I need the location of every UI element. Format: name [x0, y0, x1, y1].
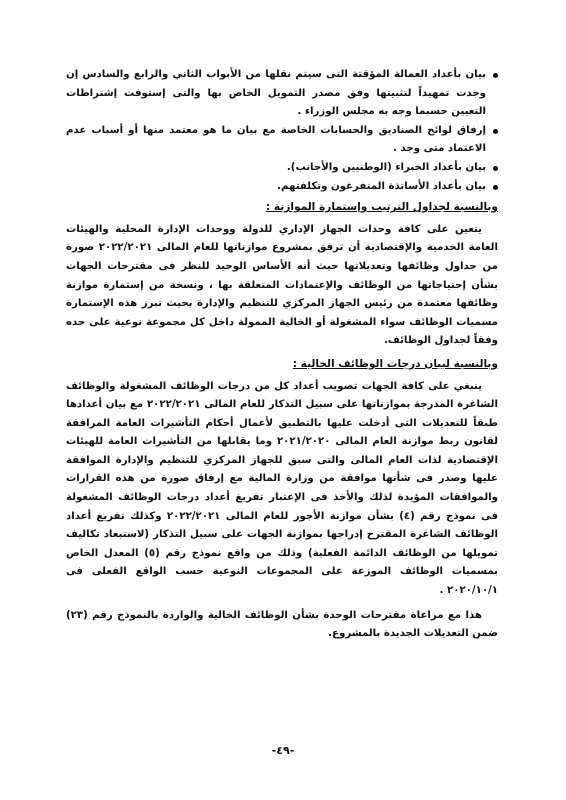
bullet-dot-icon [493, 73, 498, 78]
bullet-dot-icon [493, 166, 498, 171]
list-item [66, 122, 486, 159]
list-item [66, 66, 486, 122]
requirements-list [66, 66, 498, 196]
list-item-text: بيان بأعداد الخبراء (الوطنيين والأجانب). [286, 161, 486, 173]
page-number: -٤٩- [271, 744, 295, 757]
section-heading-vacant-positions: وبالنسبة لبيان درجات الوظائف الخالية : [292, 357, 498, 370]
document-body [66, 66, 498, 648]
list-item-text: إرفاق لوائح الصناديق والحسابات الخاصة مع بيان ما هو معتمد منها أو أسباب عدم الاعتماد متى وجد . [66, 124, 486, 155]
bullet-dot-icon [493, 129, 498, 134]
list-item-text: بيان بأعداد الأساتذة المتفرغون وتكلفتهم. [277, 180, 486, 192]
list-item [66, 159, 486, 178]
section-heading-ranking-tables: وبالنسبة لجداول الترتيب وإستمارة الموازنة : [265, 201, 498, 214]
closing-paragraph: هذا مع مراعاة مقترحات الوحدة بشأن الوظائف الخالية والواردة بالنموذج رقم (٢٣) ضمن التعديلات الجديدة بالمشروع. [66, 609, 498, 640]
paragraph-vacant-positions: ينبغي على كافة الجهات تصويب أعداد كل من درجات الوظائف المشغولة والوظائف الشاغرة المدرجة بموازناتها على سبيل التذكار للعام المالى ٢٠٢٢/٢٠٢١ مع بيان أعدادها طبقاً للتعديلات التى أدخلت عليها بالتطبيق لأعمال أحكام التأشيرات العامة المرافقة لقانون ربط موازنة العام المالى ٢٠٢١/٢٠٢٠ وما يقابلها من التأشيرات العامة للهيئات الإقتصادية لذات العام المالى والتى سبق للجهاز المركزي للتنظيم والإدارة الموافقة عليها وصدر فى شأنها موافقة من وزارة المالية مع إرفاق صورة من هذه القرارات والموافقات المؤيدة لذلك والأخذ فى الإعتبار تفريغ أعداد درجات الوظائف المشغولة فى نموذج رقم (٤) بشأن موازنة الأجور للعام المالى ٢٠٢٢/٢٠٢١ وكذلك تفريغ أعداد الوظائف الشاغرة المقترح إدراجها بموازنة الجهات على سبيل التذكار (لاستبعاد تكاليف تمويلها من الوظائف الدائمة الفعلية) وذلك من واقع نموذج رقم (٥) المعدل الخاص بمسميات الوظائف الموزعة على المجموعات النوعية حسب الواقع الفعلى فى ٢٠٢٠/١٠/١ . [66, 380, 498, 597]
list-item-text: بيان بأعداد العمالة المؤقتة التى سيتم نقلها من الأبواب الثاني والرابع والسادس إن وجدت تمهيداً لتثبيتها وفق مصدر التمويل الخاص بها والتى إستوفت إشتراطات التعيين حسبما وجه به مجلس الوزراء . [66, 69, 486, 118]
bullet-dot-icon [493, 185, 498, 190]
list-item [66, 178, 486, 197]
paragraph-ranking-tables: يتعين على كافة وحدات الجهاز الإداري للدولة ووحدات الإدارة المحلية والهيئات العامة الخدمية والإقتصادية أن ترفق بمشروع موازناتها للعام المالى ٢٠٢٢/٢٠٢١ صورة من جداول وظائفها وتعديلاتها حيث أنه الأساس الوحيد للنظر فى مقترحات الجهات بشأن إحتياجاتها من الوظائف والإعتمادات المتعلقة بها ، ونسخة من إستمارة موازنة وظائفها معتمدة من رئيس الجهاز المركزي للتنظيم والإدارة بحيث تبرز هذه الإستمارة مسميات الوظائف سواء المشغولة أو الخالية الممولة داخل كل مجموعة نوعية على حده وفقاً لجداول الوظائف. [66, 223, 498, 347]
